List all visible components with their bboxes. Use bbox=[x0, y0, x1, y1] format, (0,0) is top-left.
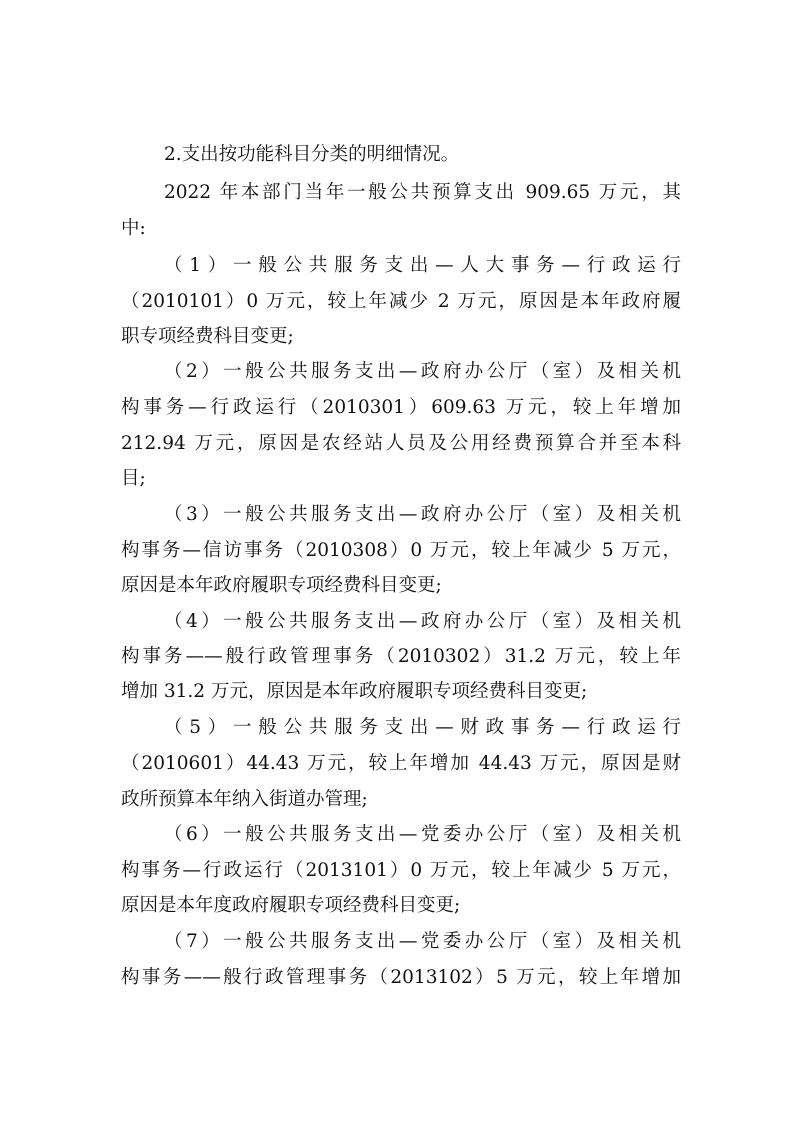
section-heading: 2.支出按功能科目分类的明细情况。 bbox=[164, 144, 460, 165]
paragraph-line: 职专项经费科目变更; bbox=[121, 326, 294, 347]
paragraph-line: （2010101）0 万元，较上年减少 2 万元，原因是本年政府履 bbox=[121, 291, 681, 312]
paragraph-line: 政所预算本年纳入街道办管理; bbox=[121, 789, 368, 810]
paragraph-line: 增加 31.2 万元，原因是本年政府履职专项经费科目变更; bbox=[121, 681, 588, 702]
paragraph-line: （4）一般公共服务支出—政府办公厅（室）及相关机 bbox=[164, 611, 681, 632]
paragraph-line: 原因是本年政府履职专项经费科目变更; bbox=[121, 575, 442, 596]
paragraph-line: 212.94 万元，原因是农经站人员及公用经费预算合并至本科 bbox=[121, 433, 681, 454]
paragraph-line: （2010601）44.43 万元，较上年增加 44.43 万元，原因是财 bbox=[121, 753, 681, 774]
paragraph-line: 构事务——般行政管理事务（2013102）5 万元，较上年增加 bbox=[121, 967, 681, 988]
paragraph-line: 中: bbox=[121, 218, 146, 239]
paragraph-line: （2）一般公共服务支出—政府办公厅（室）及相关机 bbox=[164, 361, 681, 382]
paragraph-line: 原因是本年度政府履职专项经费科目变更; bbox=[121, 895, 461, 916]
paragraph-line: 构事务——般行政管理事务（2010302）31.2 万元，较上年 bbox=[121, 646, 681, 667]
paragraph-line: （7）一般公共服务支出—党委办公厅（室）及相关机 bbox=[164, 931, 681, 952]
paragraph-line: （1）一般公共服务支出—人大事务—行政运行 bbox=[164, 255, 681, 276]
paragraph-line: 构事务—行政运行（2010301）609.63 万元，较上年增加 bbox=[121, 397, 681, 418]
paragraph-line: 构事务—行政运行（2013101）0 万元，较上年减少 5 万元， bbox=[121, 860, 681, 881]
paragraph-line: 构事务—信访事务（2010308）0 万元，较上年减少 5 万元， bbox=[121, 540, 681, 561]
paragraph-line: 2022 年本部门当年一般公共预算支出 909.65 万元，其 bbox=[164, 182, 681, 203]
paragraph-line: 目; bbox=[121, 468, 146, 489]
paragraph-line: （3）一般公共服务支出—政府办公厅（室）及相关机 bbox=[164, 504, 681, 525]
paragraph-line: （6）一般公共服务支出—党委办公厅（室）及相关机 bbox=[164, 824, 681, 845]
paragraph-line: （5）一般公共服务支出—财政事务—行政运行 bbox=[164, 717, 681, 738]
